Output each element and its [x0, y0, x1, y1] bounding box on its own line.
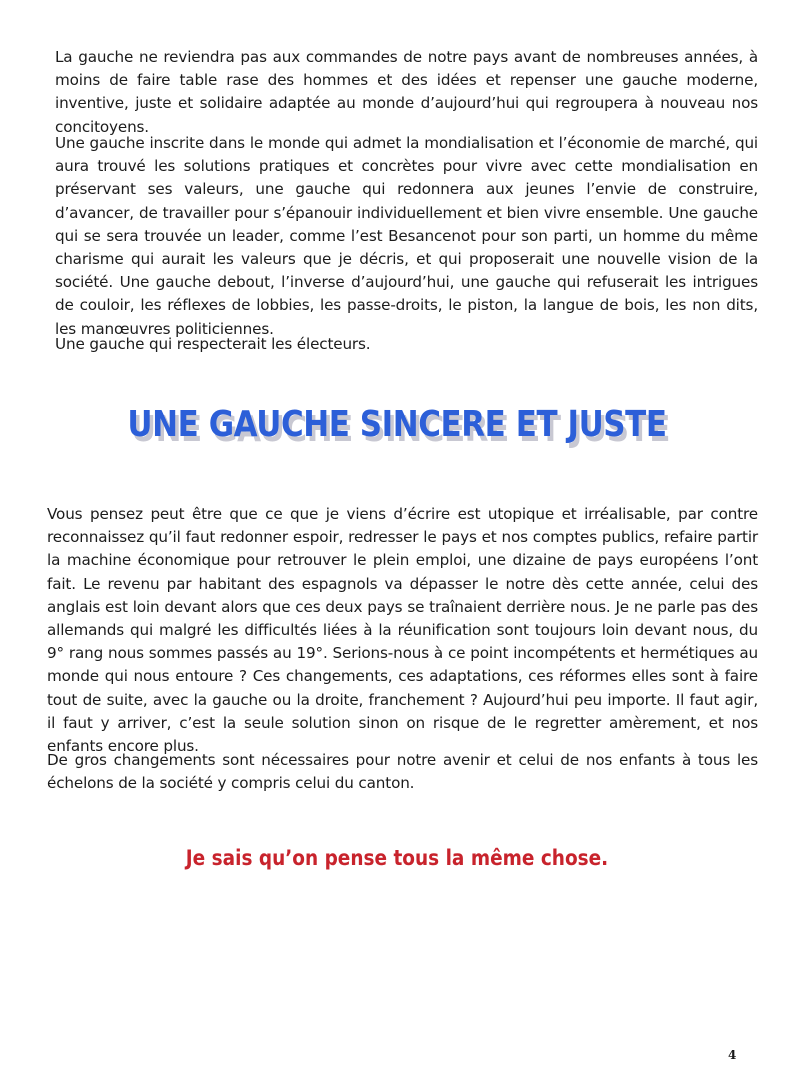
page-number: 4: [728, 1048, 737, 1062]
paragraph-changes: De gros changements sont nécessaires pour notre avenir et celui de nos enfants à tous les échelons de la société y compris celui du canton.: [47, 751, 758, 793]
paragraph-argument: Vous pensez peut être que ce que je viens d’écrire est utopique et irréalisable, par contre reconnaissez qu’il faut redonner espoir, redresser le pays et nos comptes publics, refaire partir la machine économique pour retrouver le plein emploi, une dizaine de pays européens l’ont fait. Le revenu par habitant des espagnols va dépasser le notre dès cette année, celui des anglais est loin devant alors que ces deux pays se traînaient derrière nous. Je ne parle pas des allemands qui malgré les difficultés liées à la réunification sont toujours loin devant nous, du 9° rang nous sommes passés au 19°. Serions-nous à ce point incompétents et hermétiques au monde qui nous entoure ? Ces changements, ces adaptations, ces réformes elles sont à faire tout de suite, avec la gauche ou la droite, franchement ? Aujourd’hui peu importe. Il faut agir, il faut y arriver, c’est la seule solution sinon on risque de le regretter amèrement, et nos enfants encore plus.: [47, 505, 758, 756]
closing-statement: Je sais qu’on pense tous la même chose.: [185, 846, 609, 870]
paragraph-intro: La gauche ne reviendra pas aux commandes de notre pays avant de nombreuses années, à moins de faire table rase des hommes et des idées et repenser une gauche moderne, inventive, juste et solidaire adaptée au monde d’aujourd’hui qui regroupera à nouveau nos concitoyens.: [55, 48, 758, 136]
paragraph-vision: Une gauche inscrite dans le monde qui admet la mondialisation et l’économie de marché, qui aura trouvé les solutions pratiques et concrètes pour vivre avec cette mondialisation en préservant ses valeurs, une gauche qui redonnera aux jeunes l’envie de construire, d’avancer, de travailler pour s’épanouir individuellement et bien vivre ensemble. Une gauche qui se sera trouvée un leader, comme l’est Besancenot pour son parti, un homme du même charisme qui aurait les valeurs que je décris, et qui proposerait une nouvelle vision de la société. Une gauche debout, l’inverse d’aujourd’hui, une gauche qui refuserait les intrigues de couloir, les réflexes de lobbies, les passe-droits, le piston, la langue de bois, les non dits, les manœuvres politiciennes.: [55, 134, 758, 338]
paragraph-respect: Une gauche qui respecterait les électeurs.: [55, 335, 371, 353]
section-headline: UNE GAUCHE SINCERE ET JUSTE: [127, 404, 667, 445]
